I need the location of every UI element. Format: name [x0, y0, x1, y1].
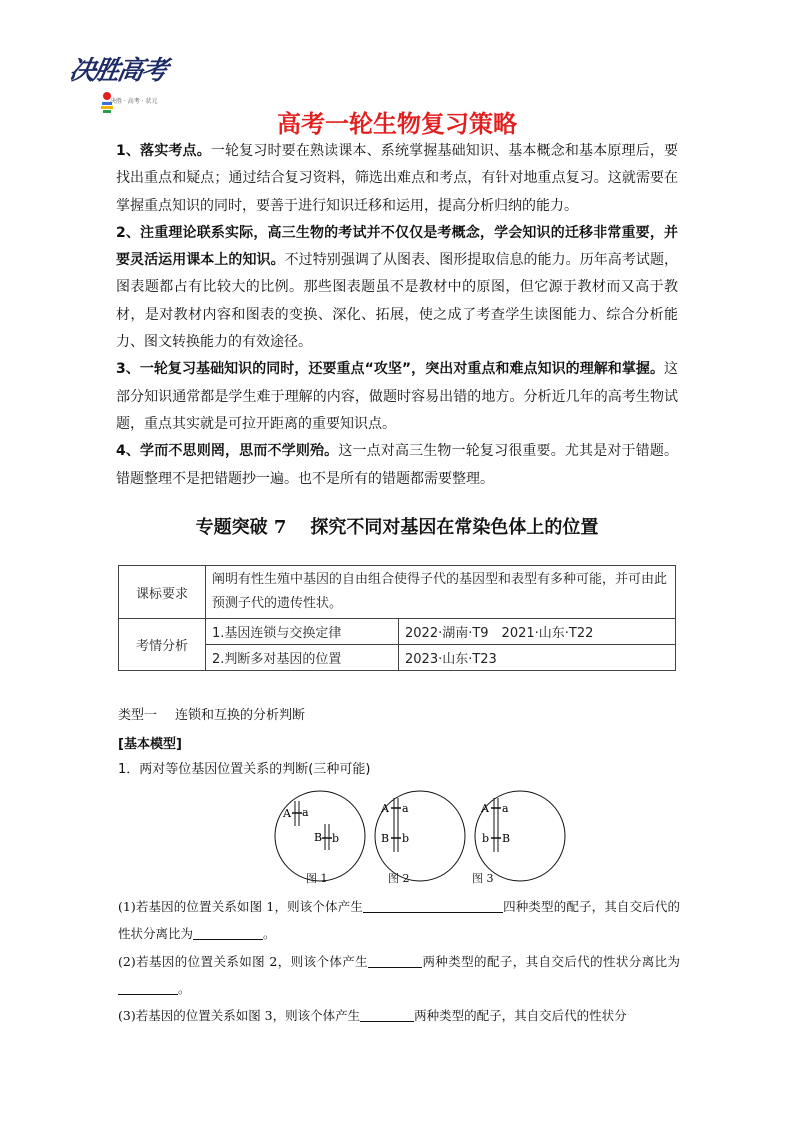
fig3-label-bottom-left: b	[482, 832, 490, 845]
strategy-paragraph-1	[116, 138, 678, 220]
page-title: 高考一轮生物复习策略	[277, 110, 517, 138]
fig1-label-top-right: a	[302, 806, 309, 819]
type-heading	[118, 704, 305, 723]
fig3-label-bottom-right: B	[502, 832, 511, 845]
strategy-1-bold: 1、落实考点。	[116, 143, 211, 159]
fig2-label-top-right: a	[402, 802, 409, 815]
question-3-part-a: (3)若基因的位置关系如图 3，则该个体产生	[118, 1008, 361, 1024]
strategy-1-text: 一轮复习时要在熟读课本、系统掌握基础知识、基本概念和基本原理后，要找出重点和疑点；通过结合复习资料，筛选出难点和考点，有针对地重点复习。这就需要在掌握重点知识的同时，要善于进行知识迁移和运用，提高分析归纳的能力。	[116, 143, 679, 214]
strategy-4-bold: 4、学而不思则罔，思而不学则殆。	[116, 443, 339, 460]
strategy-section	[116, 138, 678, 493]
topic-name: 探究不同对基因在常染色体上的位置	[310, 517, 599, 538]
table-row	[119, 566, 676, 619]
strategy-2-bold: 2、注重理论联系实际，高三生物的考试并不仅仅是考概念，学会知识的迁移非常重要，并要灵活运用课本上的知识。	[116, 224, 678, 269]
topic-label: 专题突破 7	[195, 517, 287, 538]
strategy-paragraph-3	[116, 356, 678, 438]
logo-text: 决胜高考	[66, 56, 169, 86]
type-label: 类型一	[118, 708, 158, 723]
figure-3-caption: 图 3	[472, 872, 494, 885]
table-requirement-text: 阐明有性生殖中基因的自由组合使得子代的基因型和表型有多种可能，并可由此预测子代的遗传性状。	[206, 566, 676, 619]
question-2-part-a: (2)若基因的位置关系如图 2，则该个体产生	[118, 953, 369, 969]
strategy-paragraph-2	[116, 220, 678, 356]
table-head-requirement: 课标要求	[119, 566, 206, 619]
figure-2	[375, 791, 465, 881]
fig2-label-bottom-right: b	[402, 832, 410, 845]
table-cell-source: 2023·山东·T23	[399, 645, 676, 671]
logo-subtitle: 决胜 · 高考 · 状元	[110, 98, 158, 105]
fig3-label-top-left: A	[481, 802, 489, 815]
table-head-analysis: 考情分析	[119, 619, 206, 671]
answer-blank-2a[interactable]	[368, 952, 422, 968]
curriculum-table	[118, 565, 676, 671]
figure-2-caption: 图 2	[388, 872, 410, 885]
question-3	[118, 1002, 680, 1029]
question-1	[118, 893, 680, 948]
question-1-part-a: (1)若基因的位置关系如图 1，则该个体产生	[118, 899, 363, 914]
strategy-3-text: 这部分知识通常都是学生难于理解的内容，做题时容易出错的地方。分析近几年的高考生物试题，重点其实就是可拉开距离的重要知识点。	[116, 361, 678, 432]
fig1-label-bottom-left: B	[314, 831, 323, 844]
fig1-label-bottom-right: b	[332, 832, 340, 845]
fig1-label-top-left: A	[283, 807, 291, 820]
strategy-4-text: 这一点对高三生物一轮复习很重要。尤其是对于错题。错题整理不是把错题抄一遍。也不是所有的错题都需要整理。	[116, 443, 678, 487]
type-name: 连锁和互换的分析判断	[175, 708, 306, 723]
question-2	[118, 948, 680, 1003]
question-2-part-b: 两种类型的配子，其自交后代的性状分离比为	[422, 953, 680, 969]
fig3-label-top-right: a	[502, 802, 509, 815]
table-cell-topic: 2.判断多对基因的位置	[206, 645, 399, 671]
model-heading: [基本模型]	[118, 737, 182, 752]
strategy-paragraph-4	[116, 438, 678, 493]
answer-blank-1b[interactable]	[193, 924, 263, 940]
question-3-part-b: 两种类型的配子，其自交后代的性状分	[414, 1008, 627, 1024]
table-cell-topic: 1.基因连锁与交换定律	[206, 619, 399, 645]
strategy-2-text: 不过特别强调了从图表、图形提取信息的能力。历年高考试题，图表题都占有比较大的比例。那些图表题虽不是教材中的原图，但它源于教材而又高于教材，是对教材内容和图表的变换、深化、拓展，使之成了考查学生读图能力、综合分析能力、图文转换能力的有效途径。	[116, 252, 679, 351]
question-2-part-c: 。	[178, 980, 191, 996]
fig2-label-bottom-left: B	[381, 832, 390, 845]
questions	[118, 893, 680, 1029]
topic-title	[0, 513, 794, 539]
table-row	[119, 619, 676, 645]
answer-blank-3a[interactable]	[360, 1006, 414, 1022]
figure-3	[475, 791, 565, 881]
strategy-3-bold: 3、一轮复习基础知识的同时，还要重点“攻坚”，突出对重点和难点知识的理解和掌握。	[116, 361, 664, 378]
fig2-label-top-left: A	[381, 802, 389, 815]
figure-1	[275, 791, 365, 881]
question-1-part-b: 四种类型的配子，其自交后代的性状分离比为	[118, 899, 680, 942]
figure-1-caption: 图 1	[306, 872, 328, 885]
answer-blank-2b[interactable]	[118, 979, 178, 995]
question-1-part-c: 。	[263, 926, 276, 942]
question-heading: 1．两对等位基因位置关系的判断(三种可能)	[118, 762, 371, 777]
answer-blank-1a[interactable]	[363, 897, 503, 913]
table-cell-source: 2022·湖南·T9 2021·山东·T22	[399, 619, 676, 645]
